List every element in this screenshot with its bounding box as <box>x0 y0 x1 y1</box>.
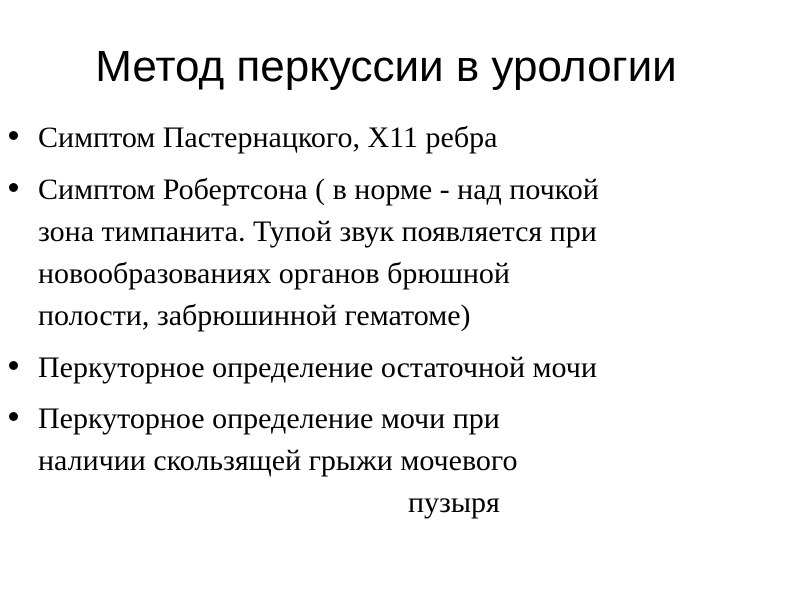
bullet-line: наличии скользящей грыжи мочевого <box>38 444 518 477</box>
bullet-line: Перкуторное определение остаточной мочи <box>38 351 597 384</box>
bullet-point-icon <box>9 412 18 421</box>
bullet-point-icon <box>9 361 18 370</box>
bullet-line: полости, забрюшинной гематоме) <box>38 299 471 332</box>
bullet-text <box>38 398 738 524</box>
bullet-point-icon <box>9 131 18 140</box>
bullet-line: новообразованиях органов брюшной <box>38 257 510 290</box>
bullet-text <box>38 169 738 337</box>
bullet-line: Симптом Робертсона ( в норме - над почкой <box>38 173 599 206</box>
bullet-text <box>38 347 738 389</box>
bullet-line: пузыря <box>408 486 500 519</box>
bullet-point-icon <box>9 183 18 192</box>
bullet-line: Симптом Пастернацкого, Х11 ребра <box>38 121 498 154</box>
bullet-line: зона тимпанита. Тупой звук появляется при <box>38 215 597 248</box>
bullet-line: Перкуторное определение мочи при <box>38 402 500 435</box>
bullet-text <box>38 117 738 159</box>
slide-title: Метод перкуссии в урологии <box>95 42 677 91</box>
